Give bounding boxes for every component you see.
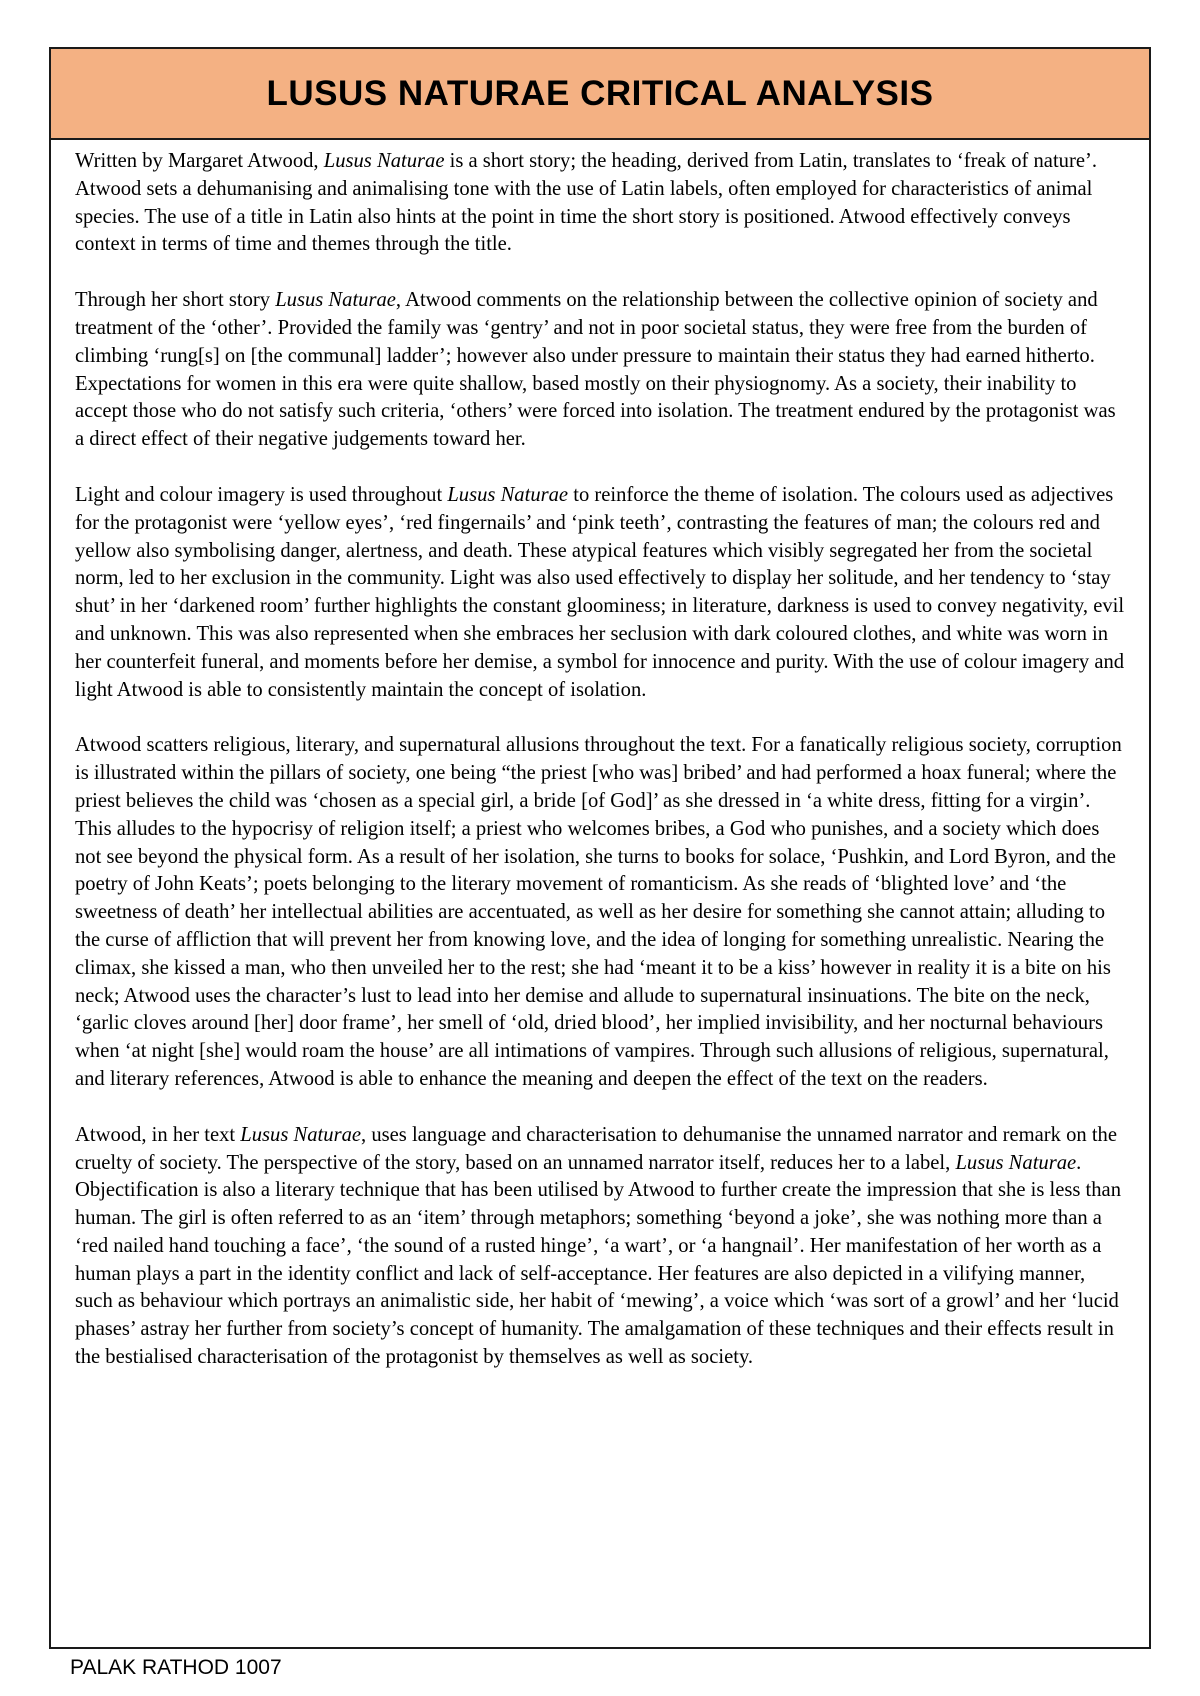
paragraph-society-other [75,287,1125,454]
text-run: is a short story; the heading, derived from Latin, translates to ‘freak of nature’. Atwood sets a dehumanising and animalising tone with the use of Latin labels, often employed for characteristics of animal species. The use of a title in Latin also hints at the point in time the short story is positioned. Atwood effectively conveys context in terms of time and themes through the title. [75,150,1097,256]
text-run: to reinforce the theme of isolation. The colours used as adjectives for the protagonist were ‘yellow eyes’, ‘red fingernails’ and ‘pink teeth’, contrasting the features of man; the colours red and yellow also symbolising danger, alertness, and death. These atypical features which visibly segregated her from the societal norm, led to her exclusion in the community. Light was also used effectively to display her solitude, and her tendency to ‘stay shut’ in her ‘darkened room’ further highlights the constant gloominess; in literature, darkness is used to convey negativity, evil and unknown. This was also represented when she embraces her seclusion with dark coloured clothes, and white was worn in her counterfeit funeral, and moments before her demise, a symbol for innocence and purity. With the use of colour imagery and light Atwood is able to consistently maintain the concept of isolation. [75,483,1125,701]
italic-title-run: Lusus Naturae [447,483,569,506]
italic-title-run: Lusus Naturae [275,289,396,312]
text-run: Atwood, in her text [75,1123,241,1146]
paragraph-characterisation [75,1122,1125,1372]
document-frame [49,47,1151,1649]
text-run: Written by Margaret Atwood, [75,150,324,172]
text-run: , uses language and characterisation to dehumanise the unnamed narrator and remark on the cruelty of society. The perspective of the story, based on an unnamed narrator itself, reduces her to a label, [75,1123,1117,1174]
text-run: Atwood scatters religious, literary, and supernatural allusions throughout the text. For a fanatically religious society, corruption is illustrated within the pillars of society, one being “the priest [who was] bribed’ and had performed a hoax funeral; where the priest believes the child was ‘chosen as a special girl, a bride [of God]’ as she dressed in ‘a white dress, fitting for a virgin’. This alludes to the hypocrisy of religion itself; a priest who welcomes bribes, a God who punishes, and a society which does not see beyond the physical form. As a result of her isolation, she turns to books for solace, ‘Pushkin, and Lord Byron, and the poetry of John Keats’; poets belonging to the literary movement of romanticism. As she reads of ‘blighted love’ and ‘the sweetness of death’ her intellectual abilities are accentuated, as well as her desire for something she cannot attain; alluding to the curse of affliction that will prevent her from knowing love, and the idea of longing for something unrealistic. Nearing the climax, she kissed a man, who then unveiled her to the rest; she had ‘meant it to be a kiss’ however in reality it is a bite on his neck; Atwood uses the character’s lust to lead into her demise and allude to supernatural insinuations. The bite on the neck, ‘garlic cloves around [her] door frame’, her smell of ‘old, dried blood’, her implied invisibility, and her nocturnal behaviours when ‘at night [she] would roam the house’ are all intimations of vampires. Through such allusions of religious, supernatural, and literary references, Atwood is able to enhance the meaning and deepen the effect of the text on the readers. [75,734,1122,1090]
footer-author: PALAK RATHOD 1007 [70,1656,282,1679]
title-banner [51,49,1149,140]
text-run: Light and colour imagery is used throughout [75,483,448,506]
text-run: , Atwood comments on the relationship between the collective opinion of society and treatment of the ‘other’. Provided the family was ‘gentry’ and not in poor societal status, they were free from the burden of climbing ‘rung[s] on [the communal] ladder’; however also under pressure to maintain their status they had earned hitherto. Expectations for women in this era were quite shallow, based mostly on their physiognomy. As a society, their inability to accept those who do not satisfy such criteria, ‘others’ were forced into isolation. The treatment endured by the protagonist was a direct effect of their negative judgements toward her. [75,289,1116,451]
italic-title-run: Lusus Naturae [323,150,445,172]
text-run: . Objectification is also a literary technique that has been utilised by Atwood to further create the impression that she is less than human. The girl is often referred to as an ‘item’ through metaphors; something ‘beyond a joke’, she was nothing more than a ‘red nailed hand touching a face’, ‘the sound of a rusted hinge’, ‘a wart’, or ‘a hangnail’. Her manifestation of her worth as a human plays a part in the identity conflict and lack of self-acceptance. Her features are also depicted in a vilifying manner, such as behaviour which portrays an animalistic side, her habit of ‘mewing’, a voice which ‘was sort of a growl’ and her ‘lucid phases’ astray her further from society’s concept of humanity. The amalgamation of these techniques and their effects result in the bestialised characterisation of the protagonist by themselves as well as society. [75,1151,1121,1369]
paragraph-allusions [75,732,1125,1093]
italic-title-run: Lusus Naturae [955,1151,1077,1174]
essay-body [51,140,1149,1372]
paragraph-colour-imagery [75,482,1125,704]
page-title: LUSUS NATURAE CRITICAL ANALYSIS [266,73,934,113]
paragraph-introduction [75,148,1125,259]
italic-title-run: Lusus Naturae [240,1123,362,1146]
text-run: Through her short story [75,289,276,312]
